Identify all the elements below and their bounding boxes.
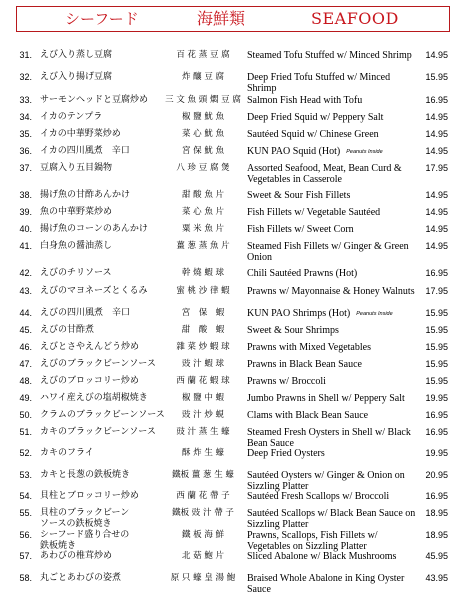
item-japanese-name: 貝柱のブラックビーン ソースの鉄板焼き: [40, 508, 130, 529]
item-japanese-name: えび入り揚げ豆腐: [40, 72, 113, 82]
item-number: 35.: [19, 129, 32, 139]
item-number: 56.: [19, 530, 32, 540]
item-note: Peanuts Inside: [356, 311, 393, 317]
item-number: 38.: [19, 190, 32, 200]
item-chinese-name: 豉 汁 蒸 生 蠔: [176, 427, 230, 437]
item-japanese-name: イカの四川風煮 辛口: [40, 146, 130, 156]
item-chinese-name: 豉 汁 炒 蜆: [181, 410, 225, 420]
item-number: 48.: [19, 376, 32, 386]
item-price: 15.95: [425, 342, 448, 352]
item-english-text: Fish Fillets w/ Sweet Corn: [247, 224, 354, 235]
item-english-name: [247, 410, 417, 421]
item-english-text: Steamed Fish Fillets w/ Ginger & Green Onion: [247, 241, 409, 263]
item-english-name: [247, 163, 417, 185]
item-price: 14.95: [425, 50, 448, 60]
item-chinese-name: 酥 炸 生 蠔: [181, 448, 225, 458]
item-price: 43.95: [425, 573, 448, 583]
item-number: 40.: [19, 224, 32, 234]
item-price: 19.95: [425, 448, 448, 458]
item-english-text: Braised Whole Abalone in King Oyster Sauce: [247, 573, 405, 595]
item-japanese-name: えびのブロッコリー炒め: [40, 376, 139, 386]
item-price: 14.95: [425, 241, 448, 251]
item-price: 15.95: [425, 72, 448, 82]
item-note: Peanuts Inside: [346, 149, 383, 155]
item-price: 15.95: [425, 308, 448, 318]
item-number: 57.: [19, 551, 32, 561]
item-english-name: [247, 241, 417, 263]
item-price: 16.95: [425, 410, 448, 420]
item-english-text: Clams with Black Bean Sauce: [247, 410, 369, 421]
item-number: 54.: [19, 491, 32, 501]
item-english-name: [247, 286, 417, 297]
item-japanese-name: イカのテンプラ: [40, 112, 103, 122]
item-chinese-name: 椒 鹽 魷 魚: [181, 112, 225, 122]
item-japanese-name: 貝柱とブロッコリー炒め: [40, 491, 139, 501]
item-japanese-name: えびのチリソース: [40, 268, 112, 278]
item-english-text: Sliced Abalone w/ Black Mushrooms: [247, 551, 397, 562]
item-number: 49.: [19, 393, 32, 403]
item-number: 55.: [19, 508, 32, 518]
item-japanese-name: えびの甘酢煮: [40, 325, 95, 335]
item-number: 45.: [19, 325, 32, 335]
item-japanese-name: 揚げ魚の甘酢あんかけ: [40, 190, 131, 200]
item-english-name: [247, 72, 417, 94]
item-price: 18.95: [425, 508, 448, 518]
item-english-name: [247, 573, 417, 595]
item-japanese-name: 白身魚の醤油蒸し: [40, 241, 113, 251]
item-price: 20.95: [425, 470, 448, 480]
item-number: 44.: [19, 308, 32, 318]
item-english-name: [247, 359, 417, 370]
header-japanese: シーフード: [65, 10, 139, 28]
item-price: 16.95: [425, 95, 448, 105]
item-japanese-name: あわびの椎茸炒め: [40, 551, 113, 561]
item-english-text: Sweet & Sour Fish Fillets: [247, 190, 351, 201]
item-english-name: [247, 508, 417, 530]
item-english-name: [247, 551, 417, 562]
item-chinese-name: 鐵板 豉 汁 帶 子: [172, 508, 234, 518]
item-chinese-name: 椒 鹽 中 蝦: [181, 393, 225, 403]
item-english-name: [247, 129, 417, 140]
item-english-text: KUN PAO Squid (Hot): [247, 146, 341, 157]
item-english-text: Sautéed Squid w/ Chinese Green: [247, 129, 379, 140]
item-number: 58.: [19, 573, 32, 583]
item-number: 51.: [19, 427, 32, 437]
item-chinese-name: 西 蘭 花 蝦 球: [176, 376, 230, 386]
item-japanese-name: 揚げ魚のコーンのあんかけ: [40, 224, 148, 234]
item-price: 19.95: [425, 393, 448, 403]
item-price: 45.95: [425, 551, 448, 561]
item-english-text: Prawns w/ Mayonnaise & Honey Walnuts: [247, 286, 415, 297]
item-english-text: Steamed Fresh Oysters in Shell w/ Black Bean Sauce: [247, 427, 411, 449]
item-english-name: [247, 470, 417, 492]
item-english-name: [247, 95, 417, 106]
item-price: 14.95: [425, 129, 448, 139]
item-price: 14.95: [425, 146, 448, 156]
item-chinese-name: 薑 葱 蒸 魚 片: [176, 241, 230, 251]
item-price: 14.95: [425, 224, 448, 234]
item-number: 33.: [19, 95, 32, 105]
item-japanese-name: えびのブラックビーンソース: [40, 359, 156, 369]
item-english-name: [247, 393, 417, 404]
item-english-text: Prawns w/ Broccoli: [247, 376, 326, 387]
item-english-name: [247, 342, 417, 353]
item-english-text: Sautéed Scallops w/ Black Bean Sauce on Sizzling Platter: [247, 508, 416, 530]
item-chinese-name: 粟 米 魚 片: [181, 224, 225, 234]
item-number: 36.: [19, 146, 32, 156]
item-chinese-name: 雜 菜 炒 蝦 球: [176, 342, 230, 352]
header-english: SEAFOOD: [311, 9, 399, 28]
item-number: 34.: [19, 112, 32, 122]
item-english-name: [247, 376, 417, 387]
item-japanese-name: えびのマヨネーズとくるみ: [40, 286, 148, 296]
item-japanese-name: えびの四川風煮 辛口: [40, 308, 131, 318]
item-price: 14.95: [425, 112, 448, 122]
item-japanese-name: カキと長葱の鉄板焼き: [40, 470, 131, 480]
item-english-text: Sautéed Oysters w/ Ginger & Onion on Sizzling Platter: [247, 470, 405, 492]
item-price: 15.95: [425, 376, 448, 386]
item-english-text: Deep Fried Squid w/ Peppery Salt: [247, 112, 384, 123]
item-english-text: Salmon Fish Head with Tofu: [247, 95, 363, 106]
item-english-text: Chili Sautéed Prawns (Hot): [247, 268, 358, 279]
item-number: 39.: [19, 207, 32, 217]
item-price: 17.95: [425, 163, 448, 173]
item-price: 18.95: [425, 530, 448, 540]
item-english-text: Prawns with Mixed Vegetables: [247, 342, 371, 353]
item-chinese-name: 八 珍 豆 腐 煲: [176, 163, 230, 173]
item-english-name: [247, 146, 417, 158]
item-chinese-name: 炸 釀 豆 腐: [181, 72, 225, 82]
item-english-name: [247, 190, 417, 201]
item-number: 50.: [19, 410, 32, 420]
item-english-name: [247, 448, 417, 459]
item-number: 53.: [19, 470, 32, 480]
item-chinese-name: 宮 保 蝦: [181, 308, 225, 318]
item-japanese-name: えびとさやえんどう炒め: [40, 342, 140, 352]
item-chinese-name: 百 花 蒸 豆 腐: [176, 50, 230, 60]
item-english-name: [247, 207, 417, 218]
item-number: 43.: [19, 286, 32, 296]
header-chinese: 海鮮類: [197, 9, 246, 28]
item-chinese-name: 甜 酸 蝦: [181, 325, 225, 335]
item-english-name: [247, 325, 417, 336]
item-english-text: Steamed Tofu Stuffed w/ Minced Shrimp: [247, 50, 412, 61]
item-japanese-name: クラムのブラックビーンソース: [40, 410, 165, 420]
item-price: 15.95: [425, 325, 448, 335]
item-japanese-name: サーモンヘッドと豆腐炒め: [40, 95, 149, 105]
item-chinese-name: 西 蘭 花 帶 子: [176, 491, 230, 501]
item-number: 52.: [19, 448, 32, 458]
item-english-text: Assorted Seafood, Meat, Bean Curd & Vegetables in Casserole: [247, 163, 402, 185]
item-japanese-name: 豆腐入り五目鍋物: [40, 163, 113, 173]
item-price: 17.95: [425, 286, 448, 296]
item-chinese-name: 菜 心 魚 片: [181, 207, 225, 217]
item-english-text: Sautéed Fresh Scallops w/ Broccoli: [247, 491, 390, 502]
item-english-text: Prawns in Black Bean Sauce: [247, 359, 362, 370]
item-chinese-name: 鐵 板 海 鮮: [181, 530, 225, 540]
item-chinese-name: 豉 汁 蝦 球: [181, 359, 225, 369]
item-price: 15.95: [425, 359, 448, 369]
item-english-name: [247, 491, 417, 502]
item-price: 14.95: [425, 190, 448, 200]
item-japanese-name: えび入り蒸し豆腐: [40, 50, 113, 60]
section-header: [16, 6, 450, 32]
item-number: 42.: [19, 268, 32, 278]
item-japanese-name: シーフード盛り合せの 鉄板焼き: [40, 530, 130, 551]
item-english-name: [247, 308, 417, 320]
item-number: 46.: [19, 342, 32, 352]
item-chinese-name: 蜜 桃 沙 律 蝦: [176, 286, 230, 296]
item-english-name: [247, 268, 417, 279]
item-chinese-name: 鐵板 薑 葱 生 蠔: [172, 470, 234, 480]
item-number: 37.: [19, 163, 32, 173]
item-number: 41.: [19, 241, 32, 251]
item-number: 47.: [19, 359, 32, 369]
item-english-name: [247, 530, 417, 552]
item-english-name: [247, 427, 417, 449]
item-chinese-name: 三 文 魚 頭 燜 豆 腐: [165, 95, 241, 105]
item-number: 32.: [19, 72, 32, 82]
item-english-text: Jumbo Prawns in Shell w/ Peppery Salt: [247, 393, 405, 404]
item-price: 14.95: [425, 207, 448, 217]
item-english-text: Fish Fillets w/ Vegetable Sautéed: [247, 207, 381, 218]
item-english-text: Deep Fried Tofu Stuffed w/ Minced Shrimp: [247, 72, 391, 94]
item-japanese-name: イカの中華野菜炒め: [40, 129, 121, 139]
item-english-name: [247, 224, 417, 235]
item-chinese-name: 原 只 蠔 皇 湯 鮑: [170, 573, 236, 583]
item-chinese-name: 宮 保 魷 魚: [181, 146, 225, 156]
item-chinese-name: 幹 燒 蝦 球: [181, 268, 225, 278]
item-price: 16.95: [425, 427, 448, 437]
item-english-name: [247, 50, 417, 61]
item-chinese-name: 菜 心 魷 魚: [181, 129, 225, 139]
item-english-text: Deep Fried Oysters: [247, 448, 325, 459]
item-japanese-name: カキのフライ: [40, 448, 94, 458]
item-japanese-name: カキのブラックビーンソース: [40, 427, 156, 437]
item-japanese-name: 丸ごとあわびの姿煮: [40, 573, 122, 583]
item-price: 16.95: [425, 268, 448, 278]
item-english-text: KUN PAO Shrimps (Hot): [247, 308, 351, 319]
item-chinese-name: 北 菇 鮑 片: [181, 551, 225, 561]
item-japanese-name: ハワイ産えびの塩胡椒焼き: [40, 393, 148, 403]
item-number: 31.: [19, 50, 32, 60]
item-japanese-name: 魚の中華野菜炒め: [40, 207, 113, 217]
item-english-name: [247, 112, 417, 123]
item-chinese-name: 甜 酸 魚 片: [181, 190, 225, 200]
item-english-text: Prawns, Scallops, Fish Fillets w/ Vegetables on Sizzling Platter: [247, 530, 378, 552]
item-price: 16.95: [425, 491, 448, 501]
item-english-text: Sweet & Sour Shrimps: [247, 325, 339, 336]
